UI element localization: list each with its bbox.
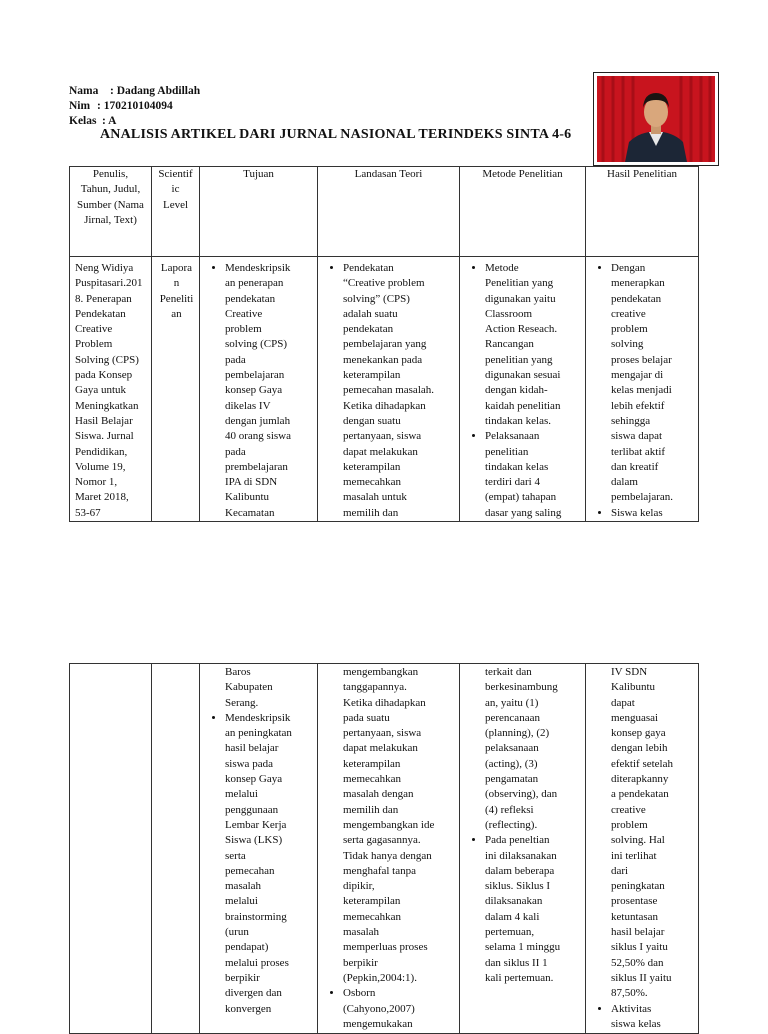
bullet-line: penggunaan bbox=[225, 803, 279, 816]
bullet-line: dengan kidah- bbox=[485, 384, 548, 397]
text-line: Pendekatan bbox=[75, 307, 126, 320]
bullet-line: Ketika dihadapkan bbox=[343, 399, 426, 412]
bullet-line: pembelajaran yang bbox=[343, 338, 427, 351]
bullet-line: kaidah penelitian bbox=[485, 399, 561, 412]
bullet-line: Lembar Kerja bbox=[225, 818, 287, 831]
bullet-line: pendekatan bbox=[611, 292, 662, 305]
text-line: a pendekatan bbox=[611, 788, 669, 801]
text-line: Nomor 1, bbox=[75, 476, 118, 489]
hasil-bullets bbox=[591, 1002, 695, 1033]
bullet-line: Siswa kelas bbox=[611, 506, 663, 519]
bullet-item bbox=[225, 261, 314, 521]
bullet-line: konsep Gaya bbox=[225, 384, 283, 397]
nim-label: Nim bbox=[69, 100, 91, 112]
bullet-line: melalui proses bbox=[225, 956, 289, 969]
hasil-continued-text bbox=[591, 665, 695, 1002]
bullet-line: an peningkatan bbox=[225, 727, 292, 740]
bullet-line: siklus. Siklus I bbox=[485, 880, 551, 893]
nim-value: : 170210104094 bbox=[97, 100, 173, 112]
hasil-cell-continued bbox=[586, 664, 698, 1032]
text-line: peningkatan bbox=[611, 880, 665, 893]
bullet-line: adalah suatu bbox=[343, 307, 398, 320]
bullet-line: konvergen bbox=[225, 1002, 272, 1015]
text-line: Ketika dihadapkan bbox=[343, 696, 426, 709]
text-line: problem bbox=[611, 818, 648, 831]
bullet-line: digunakan yaitu bbox=[485, 292, 556, 305]
analysis-table-page-1 bbox=[69, 166, 699, 522]
text-line: 87,50%. bbox=[611, 987, 648, 1000]
landasan-continued-text bbox=[323, 665, 456, 986]
text-line: memperluas proses bbox=[343, 941, 428, 954]
text-line: (4) refleksi bbox=[485, 803, 534, 816]
bullet-list bbox=[591, 1002, 695, 1033]
bullet-line: Dengan bbox=[611, 262, 646, 274]
text-line: Problem bbox=[75, 338, 113, 351]
text-line: 8. Penerapan bbox=[75, 292, 132, 305]
bullet-line: Action Reseach. bbox=[485, 323, 558, 336]
student-nim-line bbox=[69, 99, 173, 114]
bullet-line: digunakan sesuai bbox=[485, 369, 561, 382]
text-line: pada Konsep bbox=[75, 369, 133, 382]
bullet-line: brainstorming bbox=[225, 910, 287, 923]
text-line: Puspitasari.201 bbox=[75, 277, 143, 290]
bullet-line: menekankan pada bbox=[343, 353, 423, 366]
bullet-line: creative bbox=[611, 307, 646, 320]
bullet-line: siswa dapat bbox=[611, 430, 663, 443]
bullet-line: penelitian yang bbox=[485, 353, 553, 366]
table-row bbox=[70, 257, 699, 522]
student-portrait bbox=[597, 76, 715, 162]
bullet-line: dapat melakukan bbox=[343, 445, 418, 458]
text-line: solving. Hal bbox=[611, 834, 665, 847]
bullet-line: tindakan kelas. bbox=[485, 414, 551, 427]
bullet-line: menerapkan bbox=[611, 277, 665, 290]
text-line: Creative bbox=[75, 323, 113, 336]
text-line: dari bbox=[611, 864, 629, 877]
bullet-list bbox=[323, 261, 456, 521]
text-line: 53-67 bbox=[75, 506, 101, 519]
text-line: berkesinambung bbox=[485, 681, 558, 694]
bullet-line: 40 orang siswa bbox=[225, 430, 291, 443]
bullet-line: solving” (CPS) bbox=[343, 292, 410, 305]
text-line: tanggapannya. bbox=[343, 681, 407, 694]
header-hasil-penelitian: Hasil Penelitian bbox=[586, 167, 699, 257]
text-line: mengembangkan bbox=[343, 666, 419, 678]
bullet-line: prembelajaran bbox=[225, 460, 288, 473]
bullet-line: terlibat aktif bbox=[611, 445, 666, 458]
header-tujuan: Tujuan bbox=[200, 167, 318, 257]
bullet-line: Siswa (LKS) bbox=[225, 834, 283, 847]
text-line: siklus II yaitu bbox=[611, 971, 672, 984]
text-line: Volume 19, bbox=[75, 460, 126, 473]
text-line: dapat bbox=[611, 696, 635, 709]
text-line: Baros bbox=[225, 666, 251, 678]
penulis-cell bbox=[70, 257, 151, 521]
bullet-line: Penelitian yang bbox=[485, 277, 554, 290]
student-photo bbox=[593, 72, 719, 166]
text-line: pertanyaan, siswa bbox=[343, 727, 422, 740]
scientific-level-cell-continued bbox=[152, 664, 200, 1034]
header-scientific-text bbox=[152, 167, 199, 213]
text-line: masalah dengan bbox=[343, 788, 414, 801]
scientific-level-cell bbox=[152, 257, 199, 322]
bullet-line: berpikir bbox=[225, 971, 260, 984]
text-line: siklus I yaitu bbox=[611, 941, 668, 954]
text-line: (observing), dan bbox=[485, 788, 558, 801]
tujuan-cell bbox=[200, 257, 317, 521]
bullet-line: pemecahan masalah. bbox=[343, 384, 435, 397]
bullet-line: selama 1 minggu bbox=[485, 941, 561, 954]
bullet-list bbox=[323, 986, 456, 1032]
metode-continued-text bbox=[465, 665, 582, 833]
bullet-line: mengemukakan bbox=[343, 1017, 413, 1030]
text-line: Serang. bbox=[225, 696, 259, 709]
text-line: dapat melakukan bbox=[343, 742, 418, 755]
text-line: berpikir bbox=[343, 956, 378, 969]
text-line: pada suatu bbox=[343, 711, 390, 724]
bullet-line: melalui bbox=[225, 788, 258, 801]
text-line: keterampilan bbox=[343, 757, 401, 770]
bullet-item bbox=[611, 1002, 695, 1033]
landasan-teori-cell bbox=[318, 257, 459, 521]
text-line: ketuntasan bbox=[611, 910, 659, 923]
bullet-line: tindakan kelas bbox=[485, 460, 549, 473]
bullet-item bbox=[485, 833, 582, 986]
table-row-continued bbox=[70, 664, 699, 1034]
bullet-line: problem bbox=[611, 323, 648, 336]
bullet-line: divergen dan bbox=[225, 987, 282, 1000]
text-line: masalah bbox=[343, 926, 380, 939]
bullet-line: pada bbox=[225, 445, 246, 458]
bullet-line: Pendekatan bbox=[343, 262, 394, 274]
text-line: Siswa. Jurnal bbox=[75, 430, 134, 443]
bullet-line: sehingga bbox=[611, 414, 651, 427]
bullet-line: terdiri dari 4 bbox=[485, 476, 540, 489]
header-metode-penelitian: Metode Penelitian bbox=[460, 167, 586, 257]
bullet-line: dalam bbox=[611, 476, 638, 489]
text-line: IV SDN bbox=[611, 666, 648, 678]
text-line: serta gagasannya. bbox=[343, 834, 421, 847]
bullet-line: kelas menjadi bbox=[611, 384, 672, 397]
bullet-line: konsep Gaya bbox=[225, 773, 283, 786]
class-label: Kelas bbox=[69, 115, 97, 127]
bullet-line: Osborn bbox=[343, 987, 376, 1000]
text-line: Peneliti bbox=[159, 292, 194, 305]
text-line: memilih dan bbox=[343, 803, 399, 816]
bullet-line: pendekatan bbox=[225, 292, 276, 305]
metode-bullets bbox=[465, 833, 582, 986]
landasan-cell-continued bbox=[318, 664, 459, 1032]
text-line: an, yaitu (1) bbox=[485, 696, 539, 709]
text-line: Kabupaten bbox=[225, 681, 273, 694]
bullet-item bbox=[343, 261, 456, 521]
text-line: Hasil Belajar bbox=[75, 414, 133, 427]
name-value: : Dadang Abdillah bbox=[110, 85, 201, 97]
bullet-line: melalui bbox=[225, 895, 258, 908]
bullet-line: Mendeskripsik bbox=[225, 711, 291, 724]
text-line: (Pepkin,2004:1). bbox=[343, 971, 417, 984]
text-line: prosentase bbox=[611, 895, 658, 908]
bullet-line: Classroom bbox=[485, 307, 533, 320]
bullet-line: dengan suatu bbox=[343, 414, 401, 427]
bullet-line: keterampilan bbox=[343, 369, 401, 382]
header-landasan-teori: Landasan Teori bbox=[318, 167, 460, 257]
bullet-line: ini dilaksanakan bbox=[485, 849, 557, 862]
bullet-line: kali pertemuan. bbox=[485, 971, 554, 984]
bullet-line: Kalibuntu bbox=[225, 491, 269, 504]
text-line: creative bbox=[611, 803, 646, 816]
text-line: an bbox=[171, 307, 182, 320]
text-line: Level bbox=[162, 198, 189, 211]
name-label: Nama bbox=[69, 85, 99, 97]
bullet-line: pertemuan, bbox=[485, 926, 535, 939]
text-line: konsep gaya bbox=[611, 727, 666, 740]
bullet-line: an penerapan bbox=[225, 277, 284, 290]
bullet-item bbox=[225, 711, 314, 1017]
text-line: (planning), (2) bbox=[485, 727, 550, 740]
bullet-line: (urun bbox=[225, 926, 249, 939]
bullet-line: Metode bbox=[485, 262, 519, 274]
text-line: memecahkan bbox=[343, 773, 402, 786]
bullet-line: dan kreatif bbox=[611, 460, 659, 473]
text-line: n bbox=[173, 277, 180, 290]
text-line: Maret 2018, bbox=[75, 491, 129, 504]
text-line: mengembangkan ide bbox=[343, 818, 435, 831]
bullet-line: Mendeskripsik bbox=[225, 262, 291, 274]
text-line: Penulis, bbox=[92, 168, 129, 180]
text-line: ini terlihat bbox=[611, 849, 657, 862]
analysis-table-page-2 bbox=[69, 663, 699, 1034]
bullet-line: problem bbox=[225, 323, 262, 336]
text-line: (acting), (3) bbox=[485, 757, 538, 770]
bullet-line: masalah bbox=[225, 880, 262, 893]
bullet-item bbox=[485, 261, 582, 429]
text-line: Gaya untuk bbox=[75, 384, 127, 397]
bullet-line: pembelajaran. bbox=[611, 491, 673, 504]
bullet-line: dalam beberapa bbox=[485, 864, 555, 877]
bullet-line: dan siklus II 1 bbox=[485, 956, 548, 969]
bullet-line: Kecamatan bbox=[225, 506, 275, 519]
text-line: menghafal tanpa bbox=[343, 864, 416, 877]
text-line: diterapkanny bbox=[611, 773, 669, 786]
bullet-line: pembelajaran bbox=[225, 369, 285, 382]
hasil-penelitian-cell bbox=[586, 257, 698, 521]
text-line: memecahkan bbox=[343, 910, 402, 923]
text-line: Tidak hanya dengan bbox=[343, 849, 432, 862]
document-title: ANALISIS ARTIKEL DARI JURNAL NASIONAL TERINDEKS SINTA 4-6 bbox=[100, 127, 572, 142]
text-line: Scientif bbox=[158, 168, 193, 180]
bullet-item bbox=[611, 261, 695, 506]
bullet-line: dengan jumlah bbox=[225, 414, 291, 427]
bullet-list bbox=[205, 711, 314, 1017]
bullet-line: solving (CPS) bbox=[225, 338, 288, 351]
text-line: 52,50% dan bbox=[611, 956, 664, 969]
text-line: pengamatan bbox=[485, 773, 539, 786]
bullet-list bbox=[205, 261, 314, 521]
bullet-line: proses belajar bbox=[611, 353, 672, 366]
landasan-bullets bbox=[323, 986, 456, 1032]
bullet-line: lebih efektif bbox=[611, 399, 665, 412]
bullet-line: Pelaksanaan bbox=[485, 430, 540, 443]
bullet-line: dalam 4 kali bbox=[485, 910, 540, 923]
bullet-line: (empat) tahapan bbox=[485, 491, 557, 504]
tujuan-continued-text bbox=[205, 665, 314, 711]
bullet-line: Aktivitas bbox=[611, 1002, 652, 1015]
bullet-line: dikelas IV bbox=[225, 399, 271, 412]
bullet-item bbox=[343, 986, 456, 1032]
text-line: dipikir, bbox=[343, 880, 375, 893]
bullet-line: dilaksanakan bbox=[485, 895, 543, 908]
penulis-cell-continued bbox=[70, 664, 152, 1034]
bullet-line: siswa kelas bbox=[611, 1017, 661, 1030]
tujuan-bullets bbox=[205, 711, 314, 1017]
text-line: keterampilan bbox=[343, 895, 401, 908]
text-line: Kalibuntu bbox=[611, 681, 655, 694]
bullet-item bbox=[611, 506, 695, 521]
bullet-line: penelitian bbox=[485, 445, 529, 458]
bullet-line: hasil belajar bbox=[225, 742, 279, 755]
text-line: Neng Widiya bbox=[75, 262, 134, 274]
bullet-line: pada bbox=[225, 353, 246, 366]
bullet-line: serta bbox=[225, 849, 246, 862]
bullet-line: pertanyaan, siswa bbox=[343, 430, 422, 443]
text-line: Jirnal, Text) bbox=[84, 213, 137, 226]
student-name-line bbox=[69, 84, 200, 99]
text-line: Lapora bbox=[160, 262, 193, 274]
bullet-line: Pada peneltian bbox=[485, 834, 550, 847]
bullet-line: keterampilan bbox=[343, 460, 401, 473]
text-line: terkait dan bbox=[485, 666, 532, 678]
bullet-line: IPA di SDN bbox=[225, 476, 278, 489]
text-line: Meningkatkan bbox=[75, 399, 139, 412]
bullet-line: “Creative problem bbox=[343, 277, 425, 290]
text-line: hasil belajar bbox=[611, 926, 665, 939]
bullet-list bbox=[465, 261, 582, 521]
metode-cell-continued bbox=[460, 664, 585, 986]
bullet-item bbox=[485, 429, 582, 521]
class-value: : A bbox=[102, 115, 117, 127]
text-line: (reflecting). bbox=[485, 818, 538, 831]
table-header-row bbox=[70, 167, 699, 257]
bullet-line: mengajar di bbox=[611, 369, 664, 382]
metode-penelitian-cell bbox=[460, 257, 585, 521]
bullet-line: masalah untuk bbox=[343, 491, 407, 504]
text-line: Sumber (Nama bbox=[77, 198, 144, 211]
bullet-line: pendapat) bbox=[225, 941, 269, 954]
bullet-line: memecahkan bbox=[343, 476, 402, 489]
bullet-list bbox=[465, 833, 582, 986]
text-line: menguasai bbox=[611, 711, 659, 724]
header-penulis-text bbox=[70, 167, 151, 228]
bullet-line: Rancangan bbox=[485, 338, 534, 351]
text-line: Solving (CPS) bbox=[75, 353, 139, 366]
header-penulis bbox=[70, 167, 152, 257]
bullet-line: (Cahyono,2007) bbox=[343, 1002, 415, 1015]
bullet-line: Creative bbox=[225, 307, 263, 320]
text-line: Pendidikan, bbox=[75, 445, 128, 458]
text-line: perencanaan bbox=[485, 711, 540, 724]
text-line: efektif setelah bbox=[611, 757, 673, 770]
text-line: pelaksanaan bbox=[485, 742, 539, 755]
header-scientific-level bbox=[152, 167, 200, 257]
bullet-line: memilih dan bbox=[343, 506, 399, 519]
bullet-list bbox=[591, 261, 695, 521]
bullet-line: siswa pada bbox=[225, 757, 273, 770]
bullet-line: solving bbox=[611, 338, 644, 351]
text-line: dengan lebih bbox=[611, 742, 668, 755]
bullet-line: dasar yang saling bbox=[485, 506, 562, 519]
text-line: ic bbox=[171, 183, 180, 196]
text-line: Tahun, Judul, bbox=[80, 183, 141, 196]
tujuan-cell-continued bbox=[200, 664, 317, 1017]
bullet-line: pemecahan bbox=[225, 864, 275, 877]
bullet-line: pendekatan bbox=[343, 323, 394, 336]
